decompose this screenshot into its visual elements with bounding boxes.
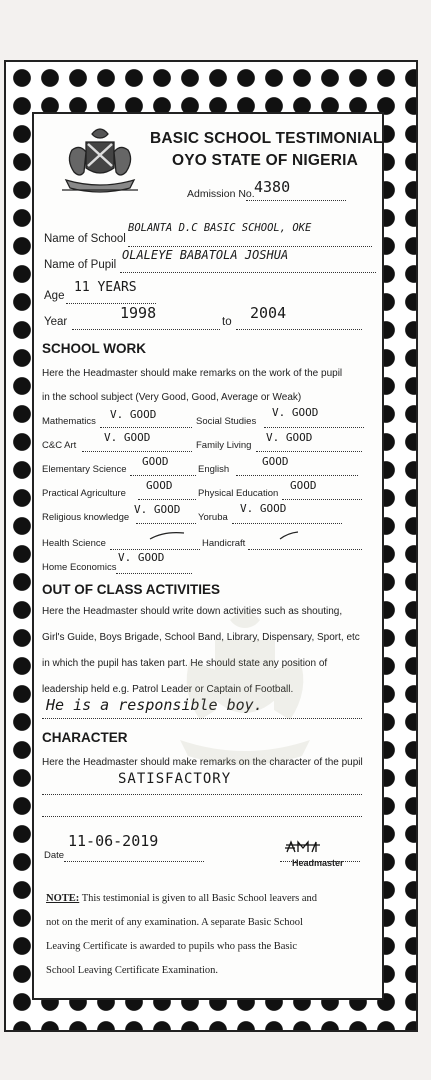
yoruba-value: V. GOOD — [240, 502, 287, 515]
note-label: NOTE: — [46, 893, 80, 904]
handicraft-label: Handicraft — [202, 538, 246, 549]
dash-mark — [148, 531, 188, 541]
character-instruction: Here the Headmaster should make remarks on the character of the pupil — [42, 757, 363, 768]
english-value: GOOD — [262, 455, 289, 468]
date-value: 11-06-2019 — [68, 832, 159, 850]
note-line-4: School Leaving Certificate Examination. — [46, 965, 219, 976]
physical-education-label: Physical Education — [198, 488, 279, 499]
social-studies-value: V. GOOD — [272, 406, 319, 419]
nigeria-coat-of-arms-icon — [52, 120, 148, 202]
cc-art-label: C&C Art — [42, 440, 77, 451]
year-to-label: to — [222, 316, 232, 328]
cc-art-value: V. GOOD — [104, 431, 151, 444]
school-work-instruction-2: in the school subject (Very Good, Good, Average or Weak) — [42, 392, 302, 403]
signature-mark — [284, 838, 328, 856]
activities-line-2: Girl's Guide, Boys Brigade, School Band, Library, Dispensary, Sport, etc — [42, 632, 360, 643]
family-living-label: Family Living — [196, 440, 252, 451]
religious-knowledge-label: Religious knowledge — [42, 512, 130, 523]
headmaster-label: Headmaster — [292, 858, 344, 868]
home-economics-line — [116, 563, 192, 574]
pupil-label: Name of Pupil — [44, 259, 117, 271]
date-line — [64, 851, 204, 862]
home-economics-label: Home Economics — [42, 562, 117, 573]
english-label: English — [198, 464, 230, 475]
admission-number: 4380 — [254, 178, 291, 196]
activities-line-3: in which the pupil has taken part. He should state any position of — [42, 658, 328, 669]
title-line-2: OYO STATE OF NIGERIA — [172, 152, 358, 169]
school-work-instruction-1: Here the Headmaster should make remarks on the work of the pupil — [42, 368, 343, 379]
school-line — [128, 236, 372, 247]
social-studies-label: Social Studies — [196, 416, 257, 427]
activities-remark: He is a responsible boy. — [46, 696, 263, 714]
note-line-1 — [46, 893, 317, 904]
english-line — [236, 465, 358, 476]
date-label: Date — [44, 850, 65, 861]
practical-agric-value: GOOD — [146, 479, 173, 492]
mathematics-label: Mathematics — [42, 416, 96, 427]
activities-line-4: leadership held e.g. Patrol Leader or Captain of Football. — [42, 684, 294, 695]
character-line-2 — [42, 806, 362, 817]
handicraft-line — [248, 539, 362, 550]
school-work-heading: SCHOOL WORK — [42, 341, 146, 356]
activities-line-1: Here the Headmaster should write down activities such as shouting, — [42, 606, 343, 617]
title-line-1: BASIC SCHOOL TESTIMONIAL — [150, 130, 383, 147]
note-line-3: Leaving Certificate is awarded to pupils who pass the Basic — [46, 941, 298, 952]
pupil-value: OLALEYE BABATOLA JOSHUA — [122, 248, 289, 262]
age-label: Age — [44, 290, 65, 302]
yoruba-label: Yoruba — [198, 512, 228, 523]
note-line-2: not on the merit of any examination. A separate Basic School — [46, 917, 303, 928]
character-heading: CHARACTER — [42, 730, 128, 745]
elementary-science-value: GOOD — [142, 455, 169, 468]
practical-agric-label: Practical Agriculture — [42, 488, 126, 499]
crest-watermark-icon — [170, 600, 320, 800]
age-value: 11 YEARS — [74, 280, 137, 295]
religious-knowledge-value: V. GOOD — [134, 503, 181, 516]
activities-heading: OUT OF CLASS ACTIVITIES — [42, 582, 221, 597]
pupil-line — [120, 262, 376, 273]
mathematics-value: V. GOOD — [110, 408, 157, 421]
school-value: BOLANTA D.C BASIC SCHOOL, OKE — [128, 222, 312, 234]
character-value: SATISFACTORY — [118, 771, 232, 787]
admission-label: Admission No. — [187, 188, 255, 200]
note-text-1: This testimonial is given to all Basic School leavers and — [79, 893, 318, 904]
health-science-label: Health Science — [42, 538, 106, 549]
home-economics-value: V. GOOD — [118, 551, 165, 564]
year-to-value: 2004 — [250, 304, 287, 322]
physical-education-value: GOOD — [290, 479, 317, 492]
dash-mark — [278, 531, 300, 541]
elementary-science-label: Elementary Science — [42, 464, 127, 475]
family-living-value: V. GOOD — [266, 431, 313, 444]
school-label: Name of School — [44, 233, 126, 245]
year-from-value: 1998 — [120, 304, 157, 322]
year-label: Year — [44, 316, 68, 328]
